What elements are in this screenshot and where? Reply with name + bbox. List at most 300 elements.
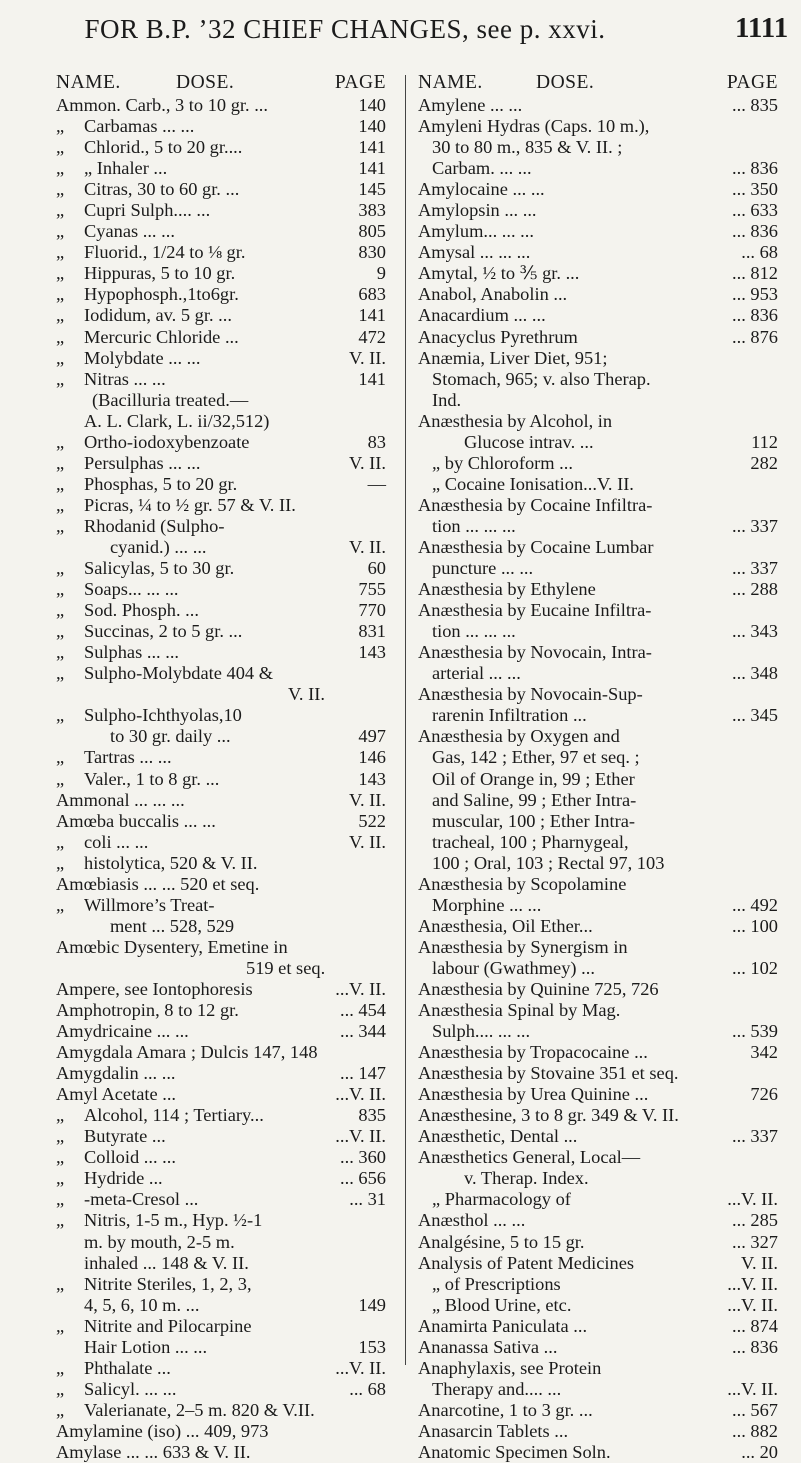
index-entry — [56, 1421, 386, 1442]
entry-text: Anæsthesine, 3 to 8 gr. 349 & V. II. — [418, 1105, 679, 1126]
index-entry — [418, 1189, 778, 1210]
entry-text: and Saline, 99 ; Ether Intra- — [432, 789, 637, 810]
entry-page: 383 — [358, 200, 386, 221]
entry-text: Salicylas, 5 to 30 gr. — [84, 558, 235, 579]
entry-page: V. II. — [349, 536, 386, 557]
entry-page: 141 — [358, 137, 386, 158]
page-number: 1111 — [735, 12, 789, 44]
index-entry — [56, 579, 386, 600]
ditto-mark: „ — [56, 200, 65, 221]
index-entry — [56, 1063, 386, 1084]
heading-dose: DOSE. — [536, 72, 595, 93]
index-entry — [56, 495, 386, 516]
entry-page: ... 836 — [732, 1336, 778, 1357]
index-entry — [418, 95, 778, 116]
entry-text: Anæsthesia by Cocaine Infiltra- — [418, 494, 653, 515]
entry-page: 835 — [358, 1105, 386, 1126]
index-entry — [418, 1105, 778, 1126]
entry-text: Hippuras, 5 to 10 gr. — [84, 263, 236, 284]
index-entry — [56, 179, 386, 200]
entry-text: Anabol, Anabolin ... — [418, 284, 568, 305]
entry-text: Nitras ... ... — [84, 368, 166, 389]
index-entry — [418, 495, 778, 516]
entry-text: Willmore’s Treat- — [84, 894, 215, 915]
entry-page: V. II. — [349, 452, 386, 473]
ditto-mark: „ — [56, 305, 65, 326]
index-entry — [418, 979, 778, 1000]
entry-page: 282 — [750, 452, 778, 473]
index-entry — [418, 1210, 778, 1231]
entry-text: Hydride ... — [84, 1168, 163, 1189]
entry-text: Butyrate ... — [84, 1126, 166, 1147]
index-entry — [418, 137, 778, 158]
index-entry — [418, 1274, 778, 1295]
entry-text: Sulph.... ... ... — [432, 1021, 531, 1042]
ditto-mark: „ — [56, 600, 65, 621]
index-entry — [418, 284, 778, 305]
entry-page: ... 567 — [732, 1399, 778, 1420]
entry-page: 112 — [751, 431, 778, 452]
entry-text: Anæsthetics General, Local— — [418, 1147, 641, 1168]
index-entry — [418, 811, 778, 832]
index-entry — [56, 390, 386, 411]
entry-text: A. L. Clark, L. ii/32,512) — [84, 410, 270, 431]
heading-dose: DOSE. — [176, 72, 235, 93]
entry-text: Ortho-iodoxybenzoate — [84, 431, 250, 452]
index-entry — [56, 642, 386, 663]
ditto-mark: „ — [56, 705, 65, 726]
index-entry — [56, 958, 386, 979]
entry-page: ... 337 — [732, 515, 778, 536]
index-entry — [418, 221, 778, 242]
index-entry — [56, 1189, 386, 1210]
index-entry — [418, 747, 778, 768]
entry-text: Anarcotine, 1 to 3 gr. ... — [418, 1399, 593, 1420]
index-entry — [56, 474, 386, 495]
entry-page: 149 — [358, 1294, 386, 1315]
entry-text: muscular, 100 ; Ether Intra- — [432, 810, 636, 831]
index-entry — [56, 853, 386, 874]
entry-text: (Bacilluria treated.— — [92, 389, 249, 410]
entry-text: Persulphas ... ... — [84, 452, 201, 473]
entry-text: „ of Prescriptions — [432, 1273, 561, 1294]
entry-text: Amœbiasis ... ... 520 et seq. — [56, 873, 260, 894]
entry-page: 83 — [367, 431, 386, 452]
entry-page: ... 327 — [732, 1231, 778, 1252]
index-entry — [418, 116, 778, 137]
index-entry — [56, 558, 386, 579]
index-entry — [418, 874, 778, 895]
index-entry — [56, 1105, 386, 1126]
entry-text: Carbamas ... ... — [84, 116, 195, 137]
index-entry — [56, 663, 386, 684]
entry-text: Anæsthol ... ... — [418, 1210, 526, 1231]
entry-text: Molybdate ... ... — [84, 347, 201, 368]
entry-text: Ammonal ... ... ... — [56, 789, 185, 810]
index-entry — [418, 263, 778, 284]
entry-text: Citras, 30 to 60 gr. ... — [84, 179, 240, 200]
ditto-mark: „ — [56, 1189, 65, 1210]
index-entry — [56, 1379, 386, 1400]
index-entry — [56, 137, 386, 158]
ditto-mark: „ — [56, 1168, 65, 1189]
left-entry-list — [56, 95, 386, 1463]
entry-text: Anæsthesia by Urea Quinine ... — [418, 1084, 649, 1105]
index-entry — [418, 1400, 778, 1421]
entry-text: Anacyclus Pyrethrum — [418, 326, 578, 347]
entry-text: Stomach, 965; v. also Therap. — [432, 368, 651, 389]
index-entry — [56, 284, 386, 305]
entry-page: ...V. II. — [335, 1084, 386, 1105]
index-entry — [56, 1021, 386, 1042]
index-entry — [418, 390, 778, 411]
ditto-mark: „ — [56, 326, 65, 347]
entry-text: Anæsthesia by Oxygen and — [418, 726, 620, 747]
ditto-mark: „ — [56, 768, 65, 789]
entry-page: ... 20 — [741, 1442, 778, 1462]
ditto-mark: „ — [56, 263, 65, 284]
entry-page: ... 337 — [732, 558, 778, 579]
index-entry — [56, 369, 386, 390]
ditto-mark: „ — [56, 116, 65, 137]
index-entry — [56, 432, 386, 453]
entry-text: Anæsthetic, Dental ... — [418, 1126, 578, 1147]
index-entry — [418, 242, 778, 263]
entry-text: Anæsthesia by Ethylene — [418, 579, 596, 600]
column-divider — [405, 75, 406, 1365]
entry-text: Anæmia, Liver Diet, 951; — [418, 347, 608, 368]
entry-text: Anamirta Paniculata ... — [418, 1315, 588, 1336]
index-entry — [418, 769, 778, 790]
entry-text: Amylum... ... ... — [418, 221, 534, 242]
entry-text: cyanid.) ... ... — [110, 536, 207, 557]
entry-text: Alcohol, 114 ; Tertiary... — [84, 1105, 264, 1126]
entry-page: V. II. — [349, 831, 386, 852]
ditto-mark: „ — [56, 1147, 65, 1168]
ditto-mark: „ — [56, 158, 65, 179]
entry-text: Ampere, see Iontophoresis — [56, 978, 253, 999]
index-entry — [56, 1358, 386, 1379]
entry-text: Anæsthesia by Scopolamine — [418, 873, 627, 894]
index-entry — [56, 1232, 386, 1253]
index-entry — [56, 1126, 386, 1147]
index-entry — [418, 1000, 778, 1021]
index-entry — [418, 1126, 778, 1147]
heading-name: NAME. — [418, 72, 483, 93]
ditto-mark: „ — [56, 621, 65, 642]
right-column — [418, 72, 778, 1463]
entry-page: 143 — [358, 642, 386, 663]
index-entry — [418, 1021, 778, 1042]
index-entry — [56, 158, 386, 179]
index-entry — [418, 1295, 778, 1316]
entry-page: V. II. — [741, 1252, 778, 1273]
entry-text: Amylene ... ... — [418, 95, 523, 115]
index-entry — [56, 411, 386, 432]
entry-text: Sulpho-Ichthyolas,10 — [84, 705, 242, 726]
entry-page: V. II. — [349, 789, 386, 810]
ditto-mark: „ — [56, 558, 65, 579]
entry-page: 755 — [358, 579, 386, 600]
entry-page: 683 — [358, 284, 386, 305]
entry-text: Anæsthesia by Synergism in — [418, 936, 628, 957]
entry-text: Picras, ¼ to ½ gr. 57 & V. II. — [84, 494, 296, 515]
index-entry — [56, 895, 386, 916]
entry-text: Nitrite and Pilocarpine — [84, 1315, 252, 1336]
index-entry — [418, 369, 778, 390]
right-entry-list — [418, 95, 778, 1463]
ditto-mark: „ — [56, 242, 65, 263]
index-entry — [418, 516, 778, 537]
entry-text: Valerianate, 2–5 m. 820 & V.II. — [84, 1399, 315, 1420]
entry-page: ... 953 — [732, 284, 778, 305]
entry-text: Sulphas ... ... — [84, 642, 180, 663]
entry-text: Chlorid., 5 to 20 gr.... — [84, 137, 243, 158]
entry-page: 342 — [750, 1042, 778, 1063]
entry-page: 143 — [358, 768, 386, 789]
entry-page: ... 836 — [732, 221, 778, 242]
entry-page: ...V. II. — [727, 1273, 778, 1294]
entry-page: ... 343 — [732, 621, 778, 642]
entry-text: v. Therap. Index. — [464, 1168, 589, 1189]
entry-text: Amphotropin, 8 to 12 gr. — [56, 1000, 239, 1021]
entry-text: Colloid ... ... — [84, 1147, 176, 1168]
entry-text: Nitrite Steriles, 1, 2, 3, — [84, 1273, 252, 1294]
index-entry — [56, 769, 386, 790]
entry-page: ... 836 — [732, 158, 778, 179]
index-entry — [418, 1232, 778, 1253]
entry-text: Phthalate ... — [84, 1357, 171, 1378]
index-entry — [418, 1379, 778, 1400]
entry-text: Amylamine (iso) ... 409, 973 — [56, 1420, 269, 1441]
index-entry — [56, 747, 386, 768]
entry-page: ... 337 — [732, 1126, 778, 1147]
entry-page: ...V. II. — [335, 1357, 386, 1378]
index-entry — [418, 579, 778, 600]
index-entry — [418, 327, 778, 348]
index-entry — [56, 221, 386, 242]
index-entry — [56, 242, 386, 263]
entry-page: ... 876 — [732, 326, 778, 347]
heading-page: PAGE — [334, 72, 386, 93]
entry-text: Anæsthesia Spinal by Mag. — [418, 1000, 621, 1021]
entry-page: ... 350 — [732, 179, 778, 200]
index-entry — [418, 937, 778, 958]
index-entry — [418, 916, 778, 937]
index-entry — [418, 537, 778, 558]
entry-text: Fluorid., 1/24 to ⅛ gr. — [84, 242, 246, 263]
heading-page: PAGE — [726, 72, 778, 93]
index-entry — [418, 411, 778, 432]
ditto-mark: „ — [56, 431, 65, 452]
ditto-mark: „ — [56, 494, 65, 515]
entry-text: Anæsthesia by Quinine 725, 726 — [418, 978, 659, 999]
index-entry — [56, 790, 386, 811]
index-entry — [418, 158, 778, 179]
entry-text: Hair Lotion ... ... — [84, 1336, 208, 1357]
index-entry — [56, 1274, 386, 1295]
entry-text: Amylopsin ... ... — [418, 200, 537, 221]
entry-page: 145 — [358, 179, 386, 200]
header-title: FOR B.P. ’32 CHIEF CHANGES, see p. xxvi. — [84, 14, 606, 44]
entry-text: Anasarcin Tablets ... — [418, 1420, 569, 1441]
ditto-mark: „ — [56, 1357, 65, 1378]
entry-text: Anatomic Specimen Soln. — [418, 1442, 611, 1462]
entry-text: coli ... ... — [84, 831, 149, 852]
index-entry — [56, 453, 386, 474]
index-entry — [56, 537, 386, 558]
ditto-mark: „ — [56, 221, 65, 242]
entry-text: 30 to 80 m., 835 & V. II. ; — [432, 137, 623, 158]
entry-text: „ Blood Urine, etc. — [432, 1294, 572, 1315]
entry-page: ... 285 — [732, 1210, 778, 1231]
entry-text: Glucose intrav. ... — [464, 431, 594, 452]
entry-page: ... 812 — [732, 263, 778, 284]
entry-page: 522 — [358, 810, 386, 831]
ditto-mark: „ — [56, 1273, 65, 1294]
entry-text: Cyanas ... ... — [84, 221, 175, 242]
ditto-mark: „ — [56, 1210, 65, 1231]
entry-text: Anæsthesia by Eucaine Infiltra- — [418, 600, 652, 621]
index-entry — [56, 1442, 386, 1463]
entry-text: „ Pharmacology of — [432, 1189, 571, 1210]
index-entry — [418, 600, 778, 621]
index-entry — [56, 1000, 386, 1021]
entry-text: Anæsthesia by Tropacocaine ... — [418, 1042, 648, 1063]
entry-text: Ammon. Carb., 3 to 10 gr. ... — [56, 95, 268, 115]
index-entry — [418, 348, 778, 369]
index-entry — [418, 790, 778, 811]
index-entry — [56, 516, 386, 537]
entry-page: 770 — [358, 600, 386, 621]
entry-page: ...V. II. — [727, 1378, 778, 1399]
entry-page: 146 — [358, 747, 386, 768]
index-entry — [418, 621, 778, 642]
entry-text: Amydricaine ... ... — [56, 1021, 189, 1042]
index-entry — [56, 1168, 386, 1189]
entry-text: „ by Chloroform ... — [432, 452, 573, 473]
entry-text: tion ... ... ... — [432, 515, 516, 536]
index-entry — [56, 1084, 386, 1105]
entry-text: Anacardium ... ... — [418, 305, 546, 326]
left-column-headings — [56, 72, 386, 95]
entry-text: rarenin Infiltration ... — [432, 705, 587, 726]
entry-text: Sulpho-Molybdate 404 & — [84, 663, 274, 684]
entry-text: to 30 gr. daily ... — [110, 726, 231, 747]
entry-text: Carbam. ... ... — [432, 158, 532, 179]
index-entry — [418, 1147, 778, 1168]
entry-text: Oil of Orange in, 99 ; Ether — [432, 768, 635, 789]
entry-text: Sod. Phosph. ... — [84, 600, 199, 621]
index-entry — [56, 116, 386, 137]
entry-page: 140 — [358, 95, 386, 115]
entry-text: inhaled ... 148 & V. II. — [84, 1252, 249, 1273]
entry-text: 519 et seq. — [246, 957, 326, 978]
entry-page: ... 344 — [340, 1021, 386, 1042]
entry-text: histolytica, 520 & V. II. — [84, 852, 258, 873]
entry-text: Anæsthesia by Novocain, Intra- — [418, 642, 652, 663]
entry-text: V. II. — [288, 684, 325, 705]
entry-page: V. II. — [349, 347, 386, 368]
entry-page: ... 345 — [732, 705, 778, 726]
entry-text: Phosphas, 5 to 20 gr. — [84, 473, 238, 494]
entry-text: 4, 5, 6, 10 m. ... — [84, 1294, 200, 1315]
entry-page: 472 — [358, 326, 386, 347]
entry-page: 726 — [750, 1084, 778, 1105]
entry-text: „ Cocaine Ionisation...V. II. — [432, 473, 634, 494]
ditto-mark: „ — [56, 747, 65, 768]
entry-text: Anæsthesia by Stovaine 351 et seq. — [418, 1063, 679, 1084]
ditto-mark: „ — [56, 452, 65, 473]
index-entry — [418, 1337, 778, 1358]
entry-page: 153 — [358, 1336, 386, 1357]
index-entry — [56, 1147, 386, 1168]
entry-text: Anæsthesia by Novocain-Sup- — [418, 684, 643, 705]
index-entry — [418, 1253, 778, 1274]
index-entry — [56, 327, 386, 348]
index-entry — [418, 895, 778, 916]
index-entry — [418, 705, 778, 726]
entry-text: Ananassa Sativa ... — [418, 1336, 558, 1357]
entry-page: ... 874 — [732, 1315, 778, 1336]
index-entry — [56, 726, 386, 747]
ditto-mark: „ — [56, 642, 65, 663]
index-entry — [56, 1295, 386, 1316]
entry-text: Anæsthesia, Oil Ether... — [418, 915, 593, 936]
entry-text: Soaps... ... ... — [84, 579, 179, 600]
index-entry — [56, 263, 386, 284]
entry-text: labour (Gwathmey) ... — [432, 957, 595, 978]
entry-text: Amœba buccalis ... ... — [56, 810, 216, 831]
index-entry — [418, 1084, 778, 1105]
index-entry — [418, 726, 778, 747]
index-entry — [56, 874, 386, 895]
index-entry — [418, 684, 778, 705]
entry-page: 141 — [358, 368, 386, 389]
entry-page: ... 68 — [349, 1378, 386, 1399]
entry-text: Iodidum, av. 5 gr. ... — [84, 305, 232, 326]
entry-page: 60 — [367, 558, 386, 579]
entry-text: Amygdalin ... ... — [56, 1063, 176, 1084]
index-entry — [56, 916, 386, 937]
ditto-mark: „ — [56, 179, 65, 200]
entry-text: arterial ... ... — [432, 663, 521, 684]
entry-page: 805 — [358, 221, 386, 242]
ditto-mark: „ — [56, 663, 65, 684]
index-entry — [418, 1421, 778, 1442]
ditto-mark: „ — [56, 852, 65, 873]
index-entry — [56, 1210, 386, 1231]
entry-page: 830 — [358, 242, 386, 263]
entry-page: 831 — [358, 621, 386, 642]
entry-text: Nitris, 1-5 m., Hyp. ½-1 — [84, 1210, 263, 1231]
entry-page: ...V. II. — [335, 978, 386, 999]
ditto-mark: „ — [56, 1315, 65, 1336]
entry-text: Valer., 1 to 8 gr. ... — [84, 768, 220, 789]
index-entry — [56, 1253, 386, 1274]
entry-text: Analysis of Patent Medicines — [418, 1252, 635, 1273]
entry-text: Gas, 142 ; Ether, 97 et seq. ; — [432, 747, 640, 768]
entry-page: ... 836 — [732, 305, 778, 326]
index-entry — [418, 474, 778, 495]
ditto-mark: „ — [56, 473, 65, 494]
entry-page: 497 — [358, 726, 386, 747]
index-entry — [56, 1337, 386, 1358]
entry-page: ... 882 — [732, 1420, 778, 1441]
index-entry — [56, 600, 386, 621]
entry-text: Amylocaine ... ... — [418, 179, 545, 200]
ditto-mark: „ — [56, 137, 65, 158]
